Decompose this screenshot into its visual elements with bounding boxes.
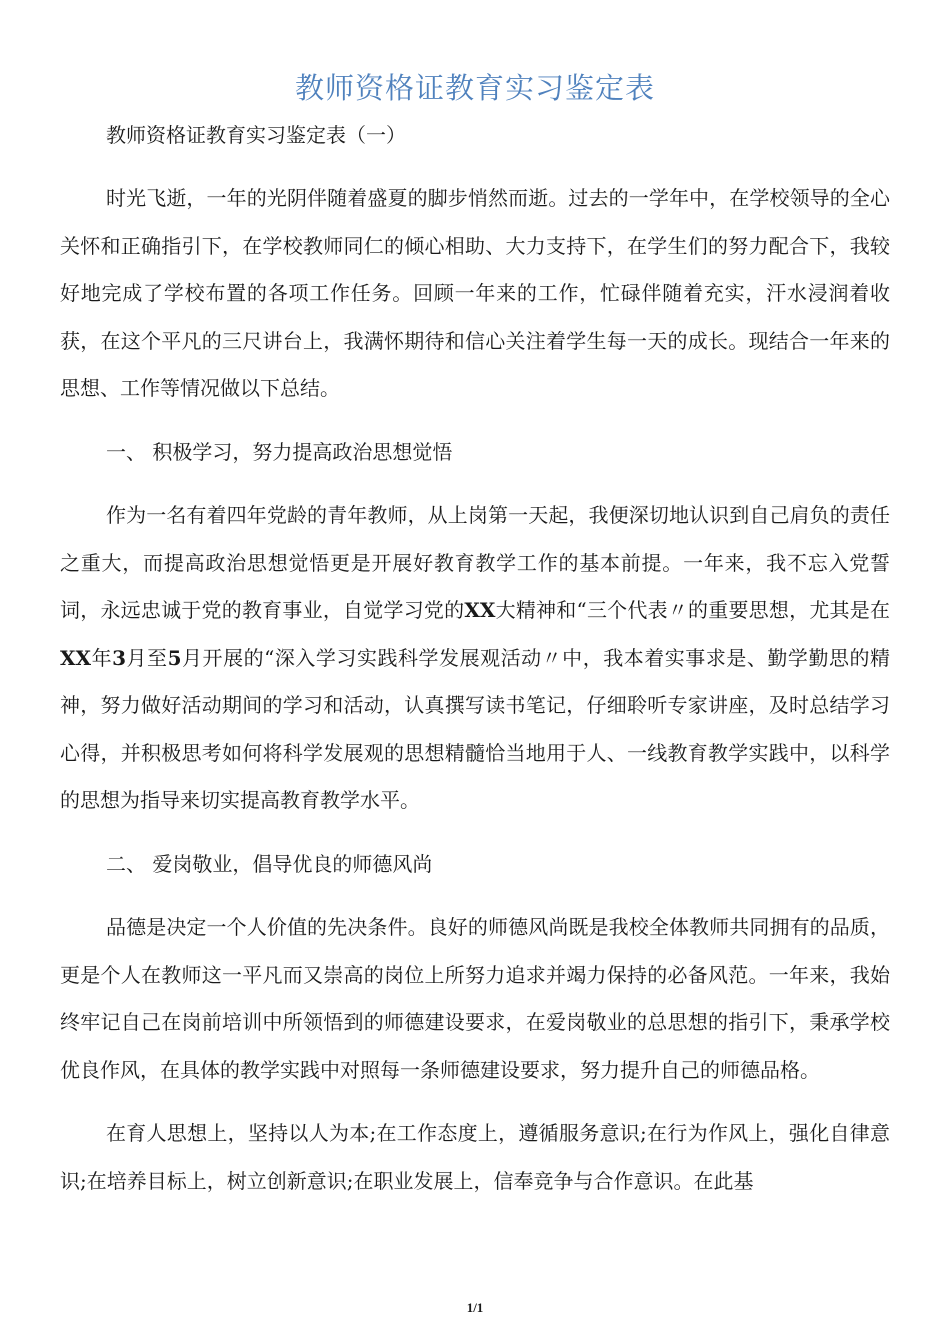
xx-placeholder: XX <box>60 645 92 670</box>
paragraph-text: 年 <box>91 645 113 670</box>
xx-placeholder: XX <box>464 598 496 622</box>
month-end: 5 <box>167 645 182 670</box>
section-1-heading: 一、 积极学习，努力提高政治思想觉悟 <box>106 439 453 464</box>
document-subtitle: 教师资格证教育实习鉴定表（一） <box>106 123 406 147</box>
document-page <box>60 0 890 1205</box>
section-2-paragraph-2: 在育人思想上，坚持以人为本;在工作态度上，遵循服务意识;在行为作风上，强化自律意识;在培养目标上，树立创新意识;在职业发展上，信奉竞争与合作意识。在此基 <box>60 1121 890 1193</box>
section-2-paragraph-1: 品德是决定一个人价值的先决条件。良好的师德风尚既是我校全体教师共同拥有的品质，更是个人在教师这一平凡而又崇高的岗位上所努力追求并竭力保持的必备风范。一年来，我始终牢记自己在岗前培训中所领悟到的师德建设要求，在爱岗敬业的总思想的指引下，秉承学校优良作风，在具体的教学实践中对照每一条师德建设要求，努力提升自己的师德品格。 <box>60 915 890 1082</box>
document-title: 教师资格证教育实习鉴定表 <box>294 71 655 105</box>
page-number: 1/1 <box>466 1300 484 1315</box>
section-2-heading: 二、 爱岗敬业，倡导优良的师德风尚 <box>106 851 433 876</box>
paragraph-text: 作为一名有着四年党龄的青年教师，从上岗第一天起，我便深切地认识到自己肩负的责任之重大，而提高政治思想觉悟更是开展好教育教学工作的基本前提。一年来，我不忘入党誓词，永远忠诚于党的教育事业，自觉学习党的 <box>60 503 890 622</box>
paragraph-text: 月至 <box>126 645 168 670</box>
month-start: 3 <box>112 645 127 670</box>
section-1-paragraph <box>60 492 890 825</box>
intro-paragraph: 时光飞逝，一年的光阴伴随着盛夏的脚步悄然而逝。过去的一学年中，在学校领导的全心关怀和正确指引下，在学校教师同仁的倾心相助、大力支持下，在学生们的努力配合下，我较好地完成了学校布置的各项工作任务。回顾一年来的工作，忙碌伴随着充实，汗水浸润着收获，在这个平凡的三尺讲台上，我满怀期待和信心关注着学生每一天的成长。现结合一年来的思想、工作等情况做以下总结。 <box>60 186 890 400</box>
paragraph-text: 月开展的“深入学习实践科学发展观活动〃中，我本着实事求是、勤学勤思的精神，努力做好活动期间的学习和活动，认真撰写读书笔记，仔细聆听专家讲座，及时总结学习心得，并积极思考如何将科学发展观的思想精髓恰当地用于人、一线教育教学实践中，以科学的思想为指导来切实提高教育教学水平。 <box>60 645 891 812</box>
paragraph-text: 大精神和“三个代表〃的重要思想，尤其是在 <box>495 598 890 622</box>
